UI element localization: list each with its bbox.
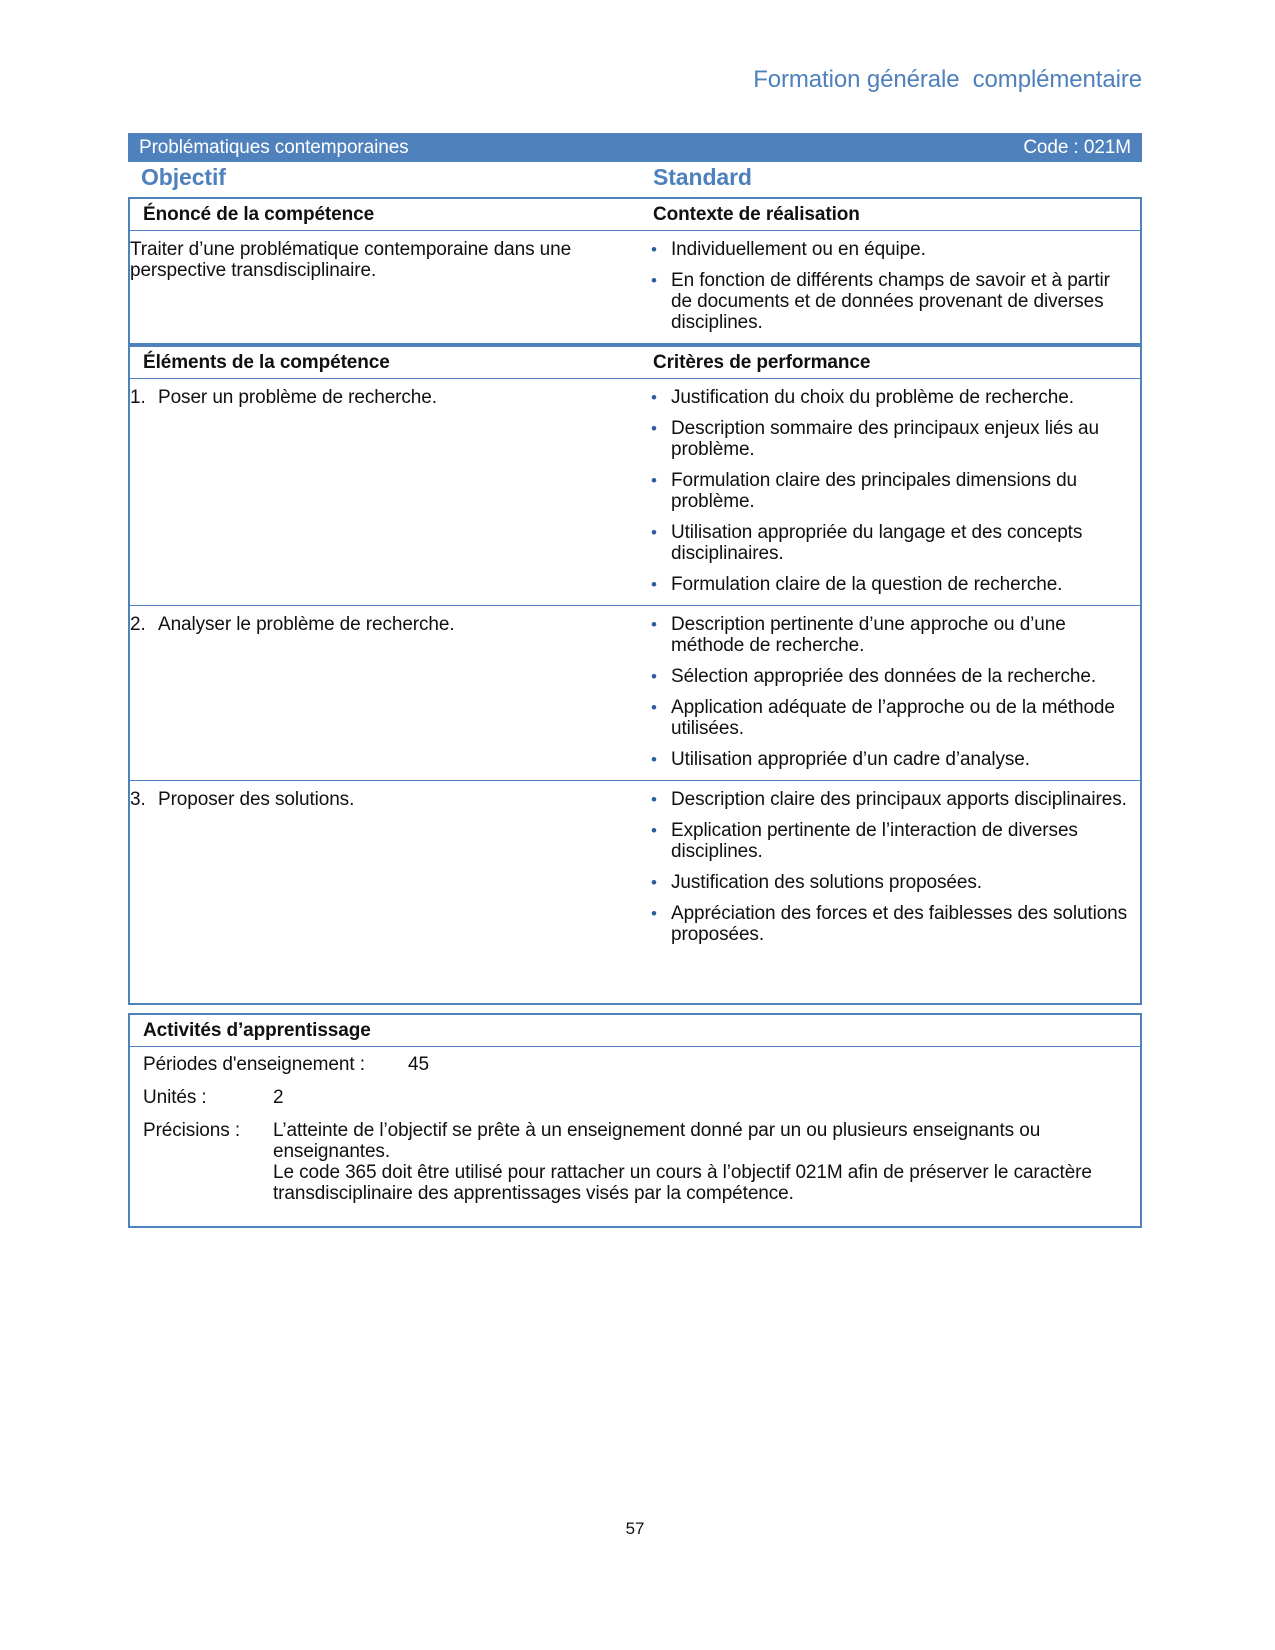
table-row xyxy=(130,780,1140,955)
course-code: Code : 021M xyxy=(1023,137,1131,158)
criteria-list xyxy=(640,614,1140,780)
bullet-icon: • xyxy=(651,388,657,407)
criteria-list xyxy=(640,387,1140,605)
list-item xyxy=(651,270,1132,333)
element-text: Poser un problème de recherche. xyxy=(158,387,437,408)
column-titles xyxy=(128,162,1142,192)
precisions-paragraph: L’atteinte de l’objectif se prête à un enseignement donné par un ou plusieurs enseignants ou enseignantes. xyxy=(273,1120,1041,1162)
criterion-text: Sélection appropriée des données de la recherche. xyxy=(671,666,1097,687)
list-item xyxy=(651,387,1132,408)
bullet-icon: • xyxy=(651,523,657,542)
element-number: 1. xyxy=(130,387,146,408)
bullet-icon: • xyxy=(651,790,657,809)
criteria-list xyxy=(640,789,1140,955)
list-item xyxy=(651,820,1132,862)
learning-activities-table xyxy=(128,1013,1142,1228)
competence-statement: Traiter d’une problématique contemporaine dans une perspective transdisciplinaire. xyxy=(130,239,572,281)
list-item xyxy=(651,697,1132,739)
list-item xyxy=(651,749,1132,770)
page-number: 57 xyxy=(625,1519,645,1538)
bullet-icon: • xyxy=(651,271,657,290)
bullet-icon: • xyxy=(651,821,657,840)
elements-criteria-table xyxy=(128,345,1142,1005)
list-item xyxy=(651,872,1132,893)
bullet-icon: • xyxy=(651,698,657,717)
table-row xyxy=(130,379,1140,605)
list-item xyxy=(651,574,1132,595)
precisions-paragraph: Le code 365 doit être utilisé pour rattacher un cours à l’objectif 021M afin de préserver le caractère transdisciplinaire des apprentissages visés par la compétence. xyxy=(273,1162,1092,1204)
criterion-text: Formulation claire des principales dimensions du problème. xyxy=(671,470,1078,512)
element-number: 2. xyxy=(130,614,146,635)
bullet-icon: • xyxy=(651,873,657,892)
list-item xyxy=(651,470,1132,512)
element-cell xyxy=(130,387,640,605)
list-item xyxy=(651,522,1132,564)
bullet-icon: • xyxy=(651,904,657,923)
bullet-icon: • xyxy=(651,667,657,686)
bullet-icon: • xyxy=(651,575,657,594)
element-text: Proposer des solutions. xyxy=(158,789,355,810)
criterion-text: Utilisation appropriée du langage et des concepts disciplinaires. xyxy=(671,522,1083,564)
criterion-text: Description claire des principaux apports disciplinaires. xyxy=(671,789,1127,810)
criterion-text: Description sommaire des principaux enjeux liés au problème. xyxy=(671,418,1099,460)
bullet-icon: • xyxy=(651,750,657,769)
precisions-value xyxy=(273,1120,1127,1204)
list-item xyxy=(651,903,1132,945)
criterion-text: Application adéquate de l’approche ou de la méthode utilisées. xyxy=(671,697,1115,739)
table1-content-row xyxy=(130,231,1140,343)
contexte-header: Contexte de réalisation xyxy=(653,204,860,225)
criteres-header: Critères de performance xyxy=(653,352,871,373)
periods-label: Périodes d'enseignement : xyxy=(143,1054,365,1075)
bullet-icon: • xyxy=(651,240,657,259)
precisions-row xyxy=(143,1120,1127,1204)
context-item-text: Individuellement ou en équipe. xyxy=(671,239,926,260)
criterion-text: Justification du choix du problème de recherche. xyxy=(671,387,1074,408)
precisions-label: Précisions : xyxy=(143,1120,241,1141)
units-value: 2 xyxy=(273,1087,284,1108)
criterion-text: Description pertinente d’une approche ou d’une méthode de recherche. xyxy=(671,614,1066,656)
objectif-title: Objectif xyxy=(141,164,226,190)
criterion-text: Explication pertinente de l’interaction de diverses disciplines. xyxy=(671,820,1078,862)
periods-value: 45 xyxy=(408,1054,429,1075)
competence-statement-table xyxy=(128,197,1142,345)
periods-row xyxy=(143,1054,1127,1075)
bullet-icon: • xyxy=(651,471,657,490)
course-title: Problématiques contemporaines xyxy=(139,137,409,158)
criterion-text: Appréciation des forces et des faiblesses des solutions proposées. xyxy=(671,903,1128,945)
list-item xyxy=(651,789,1132,810)
element-cell xyxy=(130,789,640,955)
list-item xyxy=(651,418,1132,460)
section-header: Formation générale complémentaire xyxy=(753,66,1142,93)
criterion-text: Formulation claire de la question de recherche. xyxy=(671,574,1063,595)
list-item xyxy=(651,614,1132,656)
course-banner xyxy=(128,133,1142,162)
standard-title: Standard xyxy=(653,164,752,190)
activities-header: Activités d’apprentissage xyxy=(130,1015,1140,1047)
element-number: 3. xyxy=(130,789,146,810)
enonce-header: Énoncé de la compétence xyxy=(143,204,375,225)
activities-body xyxy=(130,1047,1140,1226)
bullet-icon: • xyxy=(651,615,657,634)
units-label: Unités : xyxy=(143,1087,207,1108)
context-list xyxy=(640,239,1140,343)
element-text: Analyser le problème de recherche. xyxy=(158,614,455,635)
bullet-icon: • xyxy=(651,419,657,438)
list-item xyxy=(651,239,1132,260)
table2-header-row xyxy=(130,347,1140,379)
element-cell xyxy=(130,614,640,780)
table1-header-row xyxy=(130,199,1140,231)
context-item-text: En fonction de différents champs de savoir et à partir de documents et de données provenant de diverses disciplines. xyxy=(671,270,1110,333)
criterion-text: Utilisation appropriée d’un cadre d’analyse. xyxy=(671,749,1030,770)
table-row xyxy=(130,605,1140,780)
list-item xyxy=(651,666,1132,687)
criterion-text: Justification des solutions proposées. xyxy=(671,872,982,893)
elements-header: Éléments de la compétence xyxy=(143,352,390,373)
units-row xyxy=(143,1087,1127,1108)
